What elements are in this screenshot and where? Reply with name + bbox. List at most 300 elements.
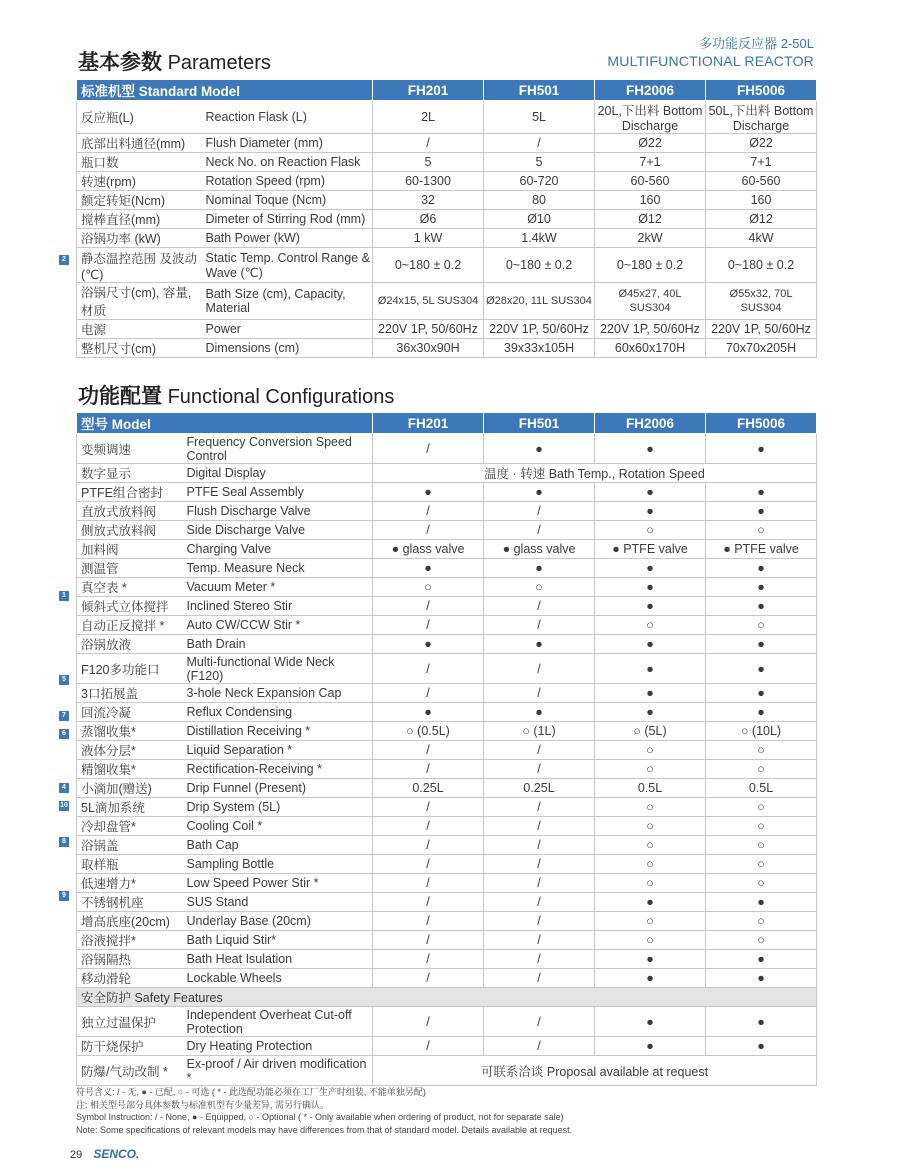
parameter-value: 4kW	[706, 229, 817, 248]
configurations-title	[78, 380, 394, 410]
feature-name-en: Rectification-Receiving *	[183, 760, 373, 779]
feature-availability: ● PTFE valve	[595, 540, 706, 559]
feature-availability: /	[373, 931, 484, 950]
feature-name-cn: 液体分层*	[77, 741, 183, 760]
figure-reference-badge: 5	[59, 675, 69, 685]
feature-name-en: Lockable Wheels	[183, 969, 373, 988]
feature-availability: ○	[595, 798, 706, 817]
feature-availability: /	[484, 931, 595, 950]
feature-availability: ●	[706, 597, 817, 616]
feature-name-cn: 冷却盘管*	[77, 817, 183, 836]
feature-availability: /	[484, 969, 595, 988]
parameter-value: /	[484, 134, 595, 153]
parameter-row	[77, 134, 817, 153]
parameter-value: 1 kW	[373, 229, 484, 248]
configuration-row	[77, 521, 817, 540]
parameter-value: Ø10	[484, 210, 595, 229]
feature-name-cn: 浴锅隔热	[77, 950, 183, 969]
feature-availability: ●	[706, 635, 817, 654]
feature-availability: ●	[706, 483, 817, 502]
parameter-name-cn: 浴锅尺寸(cm), 容量, 材质	[77, 283, 202, 320]
feature-name-en: Independent Overheat Cut-off Protection	[183, 1007, 373, 1037]
parameter-row	[77, 320, 817, 339]
parameter-value: Ø24x15, 5L SUS304	[373, 283, 484, 320]
feature-name-cn: 防干烧保护	[77, 1037, 183, 1056]
feature-name-cn: 不锈钢机座	[77, 893, 183, 912]
feature-availability: ●	[595, 969, 706, 988]
feature-availability: 0.5L	[706, 779, 817, 798]
parameter-name-en: Flush Diameter (mm)	[202, 134, 373, 153]
feature-name-cn: 浴锅盖	[77, 836, 183, 855]
feature-spanning-value: 可联系洽谈 Proposal available at request	[373, 1056, 817, 1086]
feature-name-en: Flush Discharge Valve	[183, 502, 373, 521]
feature-availability: ●	[706, 969, 817, 988]
feature-name-en: Digital Display	[183, 464, 373, 483]
feature-name-cn: 浴锅放液	[77, 635, 183, 654]
feature-availability: /	[373, 817, 484, 836]
feature-name-en: Auto CW/CCW Stir *	[183, 616, 373, 635]
feature-name-en: Underlay Base (20cm)	[183, 912, 373, 931]
configuration-row	[77, 950, 817, 969]
feature-availability: ○	[595, 836, 706, 855]
feature-name-cn: F120多功能口	[77, 654, 183, 684]
parameter-value: 5L	[484, 101, 595, 134]
feature-availability: ○	[706, 855, 817, 874]
feature-availability: ○	[595, 760, 706, 779]
figure-reference-badge: 10	[60, 802, 68, 809]
feature-availability: ○	[484, 578, 595, 597]
feature-availability: ●	[595, 1007, 706, 1037]
parameter-value: 7+1	[706, 153, 817, 172]
feature-availability: /	[373, 502, 484, 521]
configuration-row	[77, 597, 817, 616]
parameter-row	[77, 339, 817, 358]
parameter-name-cn: 瓶口数	[77, 153, 202, 172]
parameter-name-cn: 转速(rpm)	[77, 172, 202, 191]
safety-features-subheader: 安全防护 Safety Features	[77, 988, 817, 1007]
notes	[76, 1086, 572, 1136]
feature-availability: ●	[595, 703, 706, 722]
feature-availability: ○	[706, 931, 817, 950]
feature-name-cn: 测温管	[77, 559, 183, 578]
feature-availability: ●	[484, 434, 595, 464]
feature-name-en: Liquid Separation *	[183, 741, 373, 760]
feature-name-cn: 侧放式放料阀	[77, 521, 183, 540]
feature-availability: /	[484, 521, 595, 540]
configuration-row	[77, 1007, 817, 1037]
feature-name-en: Low Speed Power Stir *	[183, 874, 373, 893]
feature-name-en: Vacuum Meter *	[183, 578, 373, 597]
feature-availability: ○	[595, 931, 706, 950]
feature-name-cn: 自动正反搅拌 *	[77, 616, 183, 635]
feature-name-cn: 蒸馏收集*	[77, 722, 183, 741]
parameter-row	[77, 172, 817, 191]
parameter-value: Ø12	[595, 210, 706, 229]
configurations-table	[76, 412, 817, 1086]
configuration-row	[77, 578, 817, 597]
feature-name-cn: 小滴加(赠送)	[77, 779, 183, 798]
parameter-name-cn: 反应瓶(L)	[77, 101, 202, 134]
feature-availability: ●	[706, 684, 817, 703]
parameters-table	[76, 79, 817, 358]
feature-availability: 0.5L	[595, 779, 706, 798]
feature-availability: ●	[595, 483, 706, 502]
feature-name-cn: 加料阀	[77, 540, 183, 559]
parameter-value: 220V 1P, 50/60Hz	[484, 320, 595, 339]
figure-reference-badge: 1	[59, 591, 69, 601]
feature-availability: ○	[706, 874, 817, 893]
parameter-name-en: Neck No. on Reaction Flask	[202, 153, 373, 172]
parameter-value: /	[373, 134, 484, 153]
configuration-row	[77, 703, 817, 722]
feature-availability: ●	[484, 703, 595, 722]
feature-availability: ● glass valve	[373, 540, 484, 559]
feature-name-cn: 移动滑轮	[77, 969, 183, 988]
feature-spanning-value: 温度 · 转速 Bath Temp., Rotation Speed	[373, 464, 817, 483]
parameters-header-label: 标准机型 Standard Model	[77, 80, 373, 101]
parameter-value: 0~180 ± 0.2	[484, 248, 595, 283]
feature-name-en: Bath Cap	[183, 836, 373, 855]
brand-logo: SENCO.	[93, 1147, 140, 1161]
catalog-header-en: MULTIFUNCTIONAL REACTOR	[607, 53, 814, 69]
feature-name-cn: 回流冷凝	[77, 703, 183, 722]
feature-availability: ●	[373, 559, 484, 578]
feature-availability: /	[373, 597, 484, 616]
parameter-value: 70x70x205H	[706, 339, 817, 358]
model-header: FH2006	[595, 80, 706, 101]
configurations-header-label: 型号 Model	[77, 413, 373, 434]
feature-availability: /	[373, 874, 484, 893]
feature-availability: ○	[595, 741, 706, 760]
configuration-row	[77, 502, 817, 521]
parameter-value: Ø6	[373, 210, 484, 229]
configuration-row	[77, 540, 817, 559]
feature-availability: /	[373, 434, 484, 464]
configuration-row	[77, 1037, 817, 1056]
parameter-value: Ø28x20, 11L SUS304	[484, 283, 595, 320]
figure-reference-badge: 2	[59, 255, 69, 265]
parameters-title-cn: 基本参数	[78, 51, 162, 74]
parameter-value: 220V 1P, 50/60Hz	[706, 320, 817, 339]
feature-name-en: Bath Liquid Stir*	[183, 931, 373, 950]
feature-availability: /	[373, 616, 484, 635]
parameter-row	[77, 210, 817, 229]
parameters-title-en: Parameters	[167, 52, 271, 74]
feature-name-cn: 精馏收集*	[77, 760, 183, 779]
feature-availability: ○	[595, 616, 706, 635]
feature-name-cn: 独立过温保护	[77, 1007, 183, 1037]
feature-availability: ●	[484, 559, 595, 578]
parameter-value: 32	[373, 191, 484, 210]
feature-name-cn: 5L滴加系统	[77, 798, 183, 817]
configuration-row	[77, 616, 817, 635]
parameter-name-en: Static Temp. Control Range & Wave (℃)	[202, 248, 373, 283]
figure-reference-badge: 9	[59, 891, 69, 901]
feature-name-en: Inclined Stereo Stir	[183, 597, 373, 616]
feature-availability: ○	[595, 912, 706, 931]
parameter-name-cn: 搅棒直径(mm)	[77, 210, 202, 229]
configuration-row	[77, 798, 817, 817]
figure-reference-badge: 4	[59, 783, 69, 793]
note-line: Note: Some specifications of relevant models may have differences from that of standard model. Details available at request.	[76, 1124, 573, 1135]
model-header: FH201	[373, 80, 484, 101]
parameter-name-en: Power	[202, 320, 373, 339]
feature-availability: /	[373, 1007, 484, 1037]
parameter-row	[77, 153, 817, 172]
feature-availability: ○	[706, 836, 817, 855]
feature-availability: /	[373, 521, 484, 540]
parameter-value: 39x33x105H	[484, 339, 595, 358]
feature-availability: ●	[706, 1037, 817, 1056]
parameter-name-cn: 额定转矩(Ncm)	[77, 191, 202, 210]
parameter-value: 2kW	[595, 229, 706, 248]
feature-availability: /	[484, 1007, 595, 1037]
parameter-value: 0~180 ± 0.2	[595, 248, 706, 283]
parameter-name-en: Bath Size (cm), Capacity, Material	[202, 283, 373, 320]
feature-availability: ●	[595, 502, 706, 521]
parameter-row	[77, 191, 817, 210]
feature-availability: ● glass valve	[484, 540, 595, 559]
feature-name-cn: 数字显示	[77, 464, 183, 483]
configuration-row	[77, 969, 817, 988]
feature-availability: ○	[706, 760, 817, 779]
catalog-header-cn: 多功能反应器 2-50L	[699, 36, 814, 51]
figure-reference-badge: 8	[59, 837, 69, 847]
parameters-header-row	[77, 80, 817, 101]
feature-availability: ●	[373, 635, 484, 654]
feature-availability: /	[373, 836, 484, 855]
model-header: FH5006	[706, 80, 817, 101]
parameter-value: Ø12	[706, 210, 817, 229]
parameter-value: 0~180 ± 0.2	[373, 248, 484, 283]
feature-name-cn: 取样瓶	[77, 855, 183, 874]
feature-availability: ●	[595, 684, 706, 703]
configurations-header-row	[77, 413, 817, 434]
parameter-value: 60-1300	[373, 172, 484, 191]
configuration-row	[77, 836, 817, 855]
feature-availability: /	[373, 912, 484, 931]
configuration-row	[77, 1056, 817, 1086]
feature-availability: ●	[706, 950, 817, 969]
parameter-value: Ø45x27, 40L SUS304	[595, 283, 706, 320]
feature-name-en: Bath Drain	[183, 635, 373, 654]
configuration-row	[77, 483, 817, 502]
parameter-row	[77, 248, 817, 283]
configuration-row	[77, 684, 817, 703]
feature-availability: ●	[484, 483, 595, 502]
feature-name-en: Bath Heat Isulation	[183, 950, 373, 969]
feature-name-en: SUS Stand	[183, 893, 373, 912]
feature-availability: /	[373, 741, 484, 760]
feature-availability: 0.25L	[373, 779, 484, 798]
model-header: FH201	[373, 413, 484, 434]
parameter-value: 220V 1P, 50/60Hz	[595, 320, 706, 339]
feature-availability: /	[484, 855, 595, 874]
parameter-value: 60x60x170H	[595, 339, 706, 358]
feature-availability: /	[484, 760, 595, 779]
feature-name-cn: 低速增力*	[77, 874, 183, 893]
feature-availability: /	[373, 893, 484, 912]
feature-availability: ○	[373, 578, 484, 597]
configurations-title-en: Functional Configurations	[167, 386, 395, 408]
feature-availability: /	[373, 798, 484, 817]
feature-availability: /	[484, 874, 595, 893]
feature-availability: ●	[595, 578, 706, 597]
feature-availability: ●	[484, 635, 595, 654]
feature-availability: /	[484, 597, 595, 616]
feature-name-en: PTFE Seal Assembly	[183, 483, 373, 502]
feature-name-en: Dry Heating Protection	[183, 1037, 373, 1056]
feature-name-en: Drip Funnel (Present)	[183, 779, 373, 798]
configuration-row	[77, 559, 817, 578]
feature-availability: ○ (0.5L)	[373, 722, 484, 741]
feature-availability: 0.25L	[484, 779, 595, 798]
parameter-value: 1.4kW	[484, 229, 595, 248]
feature-availability: /	[373, 950, 484, 969]
feature-availability: ○	[595, 855, 706, 874]
parameter-value: 2L	[373, 101, 484, 134]
parameter-row	[77, 229, 817, 248]
parameter-value: 220V 1P, 50/60Hz	[373, 320, 484, 339]
feature-availability: /	[373, 760, 484, 779]
feature-availability: ○	[706, 741, 817, 760]
feature-name-cn: 真空表 *	[77, 578, 183, 597]
feature-availability: /	[484, 741, 595, 760]
parameter-value: 5	[484, 153, 595, 172]
note-line: 注: 相关型号部分具体参数与标准机型有少量差异, 需另行确认。	[76, 1099, 330, 1110]
parameter-name-en: Rotation Speed (rpm)	[202, 172, 373, 191]
parameter-value: 160	[706, 191, 817, 210]
feature-name-cn: 3口拓展盖	[77, 684, 183, 703]
feature-name-en: Multi-functional Wide Neck (F120)	[183, 654, 373, 684]
configuration-row	[77, 817, 817, 836]
parameter-row	[77, 101, 817, 134]
feature-availability: ○	[706, 817, 817, 836]
parameter-name-en: Reaction Flask (L)	[202, 101, 373, 134]
feature-availability: ○ (1L)	[484, 722, 595, 741]
feature-availability: ●	[706, 893, 817, 912]
parameter-value: 60-720	[484, 172, 595, 191]
model-header: FH2006	[595, 413, 706, 434]
configuration-row	[77, 722, 817, 741]
feature-availability: /	[484, 798, 595, 817]
configuration-row	[77, 464, 817, 483]
parameter-value: 60-560	[706, 172, 817, 191]
parameter-name-en: Dimensions (cm)	[202, 339, 373, 358]
figure-reference-badge: 6	[59, 729, 69, 739]
feature-availability: ○ (10L)	[706, 722, 817, 741]
parameter-value: 50L,下出料 Bottom Discharge	[706, 101, 817, 134]
parameter-value: 0~180 ± 0.2	[706, 248, 817, 283]
feature-availability: ○	[706, 616, 817, 635]
note-line: 符号含义: / - 无, ● - 已配, ○ - 可选 ( * - 此选配功能必须在工厂生产时组装, 不能单独另配)	[76, 1087, 426, 1097]
page-footer	[70, 1147, 139, 1161]
feature-availability: /	[373, 684, 484, 703]
figure-reference-badge: 7	[59, 711, 69, 721]
feature-availability: /	[484, 912, 595, 931]
configuration-row	[77, 741, 817, 760]
feature-availability: ●	[373, 483, 484, 502]
configuration-row	[77, 779, 817, 798]
feature-availability: ●	[706, 559, 817, 578]
parameter-name-cn: 底部出料通径(mm)	[77, 134, 202, 153]
feature-availability: ○	[595, 874, 706, 893]
feature-availability: /	[484, 817, 595, 836]
parameter-name-cn: 整机尺寸(cm)	[77, 339, 202, 358]
feature-name-en: Reflux Condensing	[183, 703, 373, 722]
feature-name-cn: PTFE组合密封	[77, 483, 183, 502]
parameter-value: 7+1	[595, 153, 706, 172]
feature-availability: ●	[706, 434, 817, 464]
feature-availability: ●	[595, 1037, 706, 1056]
feature-availability: ● PTFE valve	[706, 540, 817, 559]
feature-name-cn: 浴液搅拌*	[77, 931, 183, 950]
feature-name-en: Ex-proof / Air driven modification *	[183, 1056, 373, 1086]
feature-name-en: Side Discharge Valve	[183, 521, 373, 540]
parameter-value: Ø22	[595, 134, 706, 153]
feature-availability: /	[484, 616, 595, 635]
feature-availability: ●	[595, 434, 706, 464]
parameter-value: 160	[595, 191, 706, 210]
configuration-row	[77, 434, 817, 464]
parameter-value: 20L,下出料 Bottom Discharge	[595, 101, 706, 134]
feature-availability: /	[373, 1037, 484, 1056]
page-number: 29	[70, 1149, 83, 1161]
feature-availability: ○	[706, 521, 817, 540]
model-header: FH5006	[706, 413, 817, 434]
feature-availability: ○	[595, 817, 706, 836]
parameter-value: 5	[373, 153, 484, 172]
feature-availability: /	[373, 969, 484, 988]
feature-availability: ●	[706, 502, 817, 521]
feature-availability: /	[484, 836, 595, 855]
feature-name-en: Drip System (5L)	[183, 798, 373, 817]
model-header: FH501	[484, 80, 595, 101]
feature-name-cn: 增高底座(20cm)	[77, 912, 183, 931]
feature-availability: /	[484, 684, 595, 703]
parameter-name-cn: 浴锅功率 (kW)	[77, 229, 202, 248]
configuration-row	[77, 931, 817, 950]
feature-availability: ●	[595, 950, 706, 969]
feature-name-cn: 直放式放料阀	[77, 502, 183, 521]
feature-availability: ●	[595, 635, 706, 654]
feature-availability: ●	[595, 597, 706, 616]
feature-availability: /	[484, 950, 595, 969]
configuration-row	[77, 893, 817, 912]
feature-availability: /	[484, 654, 595, 684]
configuration-row	[77, 855, 817, 874]
feature-availability: ●	[595, 559, 706, 578]
feature-name-en: Temp. Measure Neck	[183, 559, 373, 578]
feature-availability: ●	[373, 703, 484, 722]
feature-availability: ●	[706, 654, 817, 684]
model-header: FH501	[484, 413, 595, 434]
configurations-title-cn: 功能配置	[78, 385, 162, 408]
parameter-name-en: Bath Power (kW)	[202, 229, 373, 248]
feature-name-en: Sampling Bottle	[183, 855, 373, 874]
feature-availability: ○	[706, 798, 817, 817]
feature-name-cn: 变频调速	[77, 434, 183, 464]
feature-availability: /	[484, 893, 595, 912]
feature-availability: /	[484, 502, 595, 521]
feature-name-cn: 防爆/气动改制 *	[77, 1056, 183, 1086]
feature-availability: ●	[595, 654, 706, 684]
feature-name-cn: 倾斜式立体搅拌	[77, 597, 183, 616]
configuration-row	[77, 874, 817, 893]
section-subheader-row	[77, 988, 817, 1007]
feature-availability: /	[373, 654, 484, 684]
parameter-value: 36x30x90H	[373, 339, 484, 358]
